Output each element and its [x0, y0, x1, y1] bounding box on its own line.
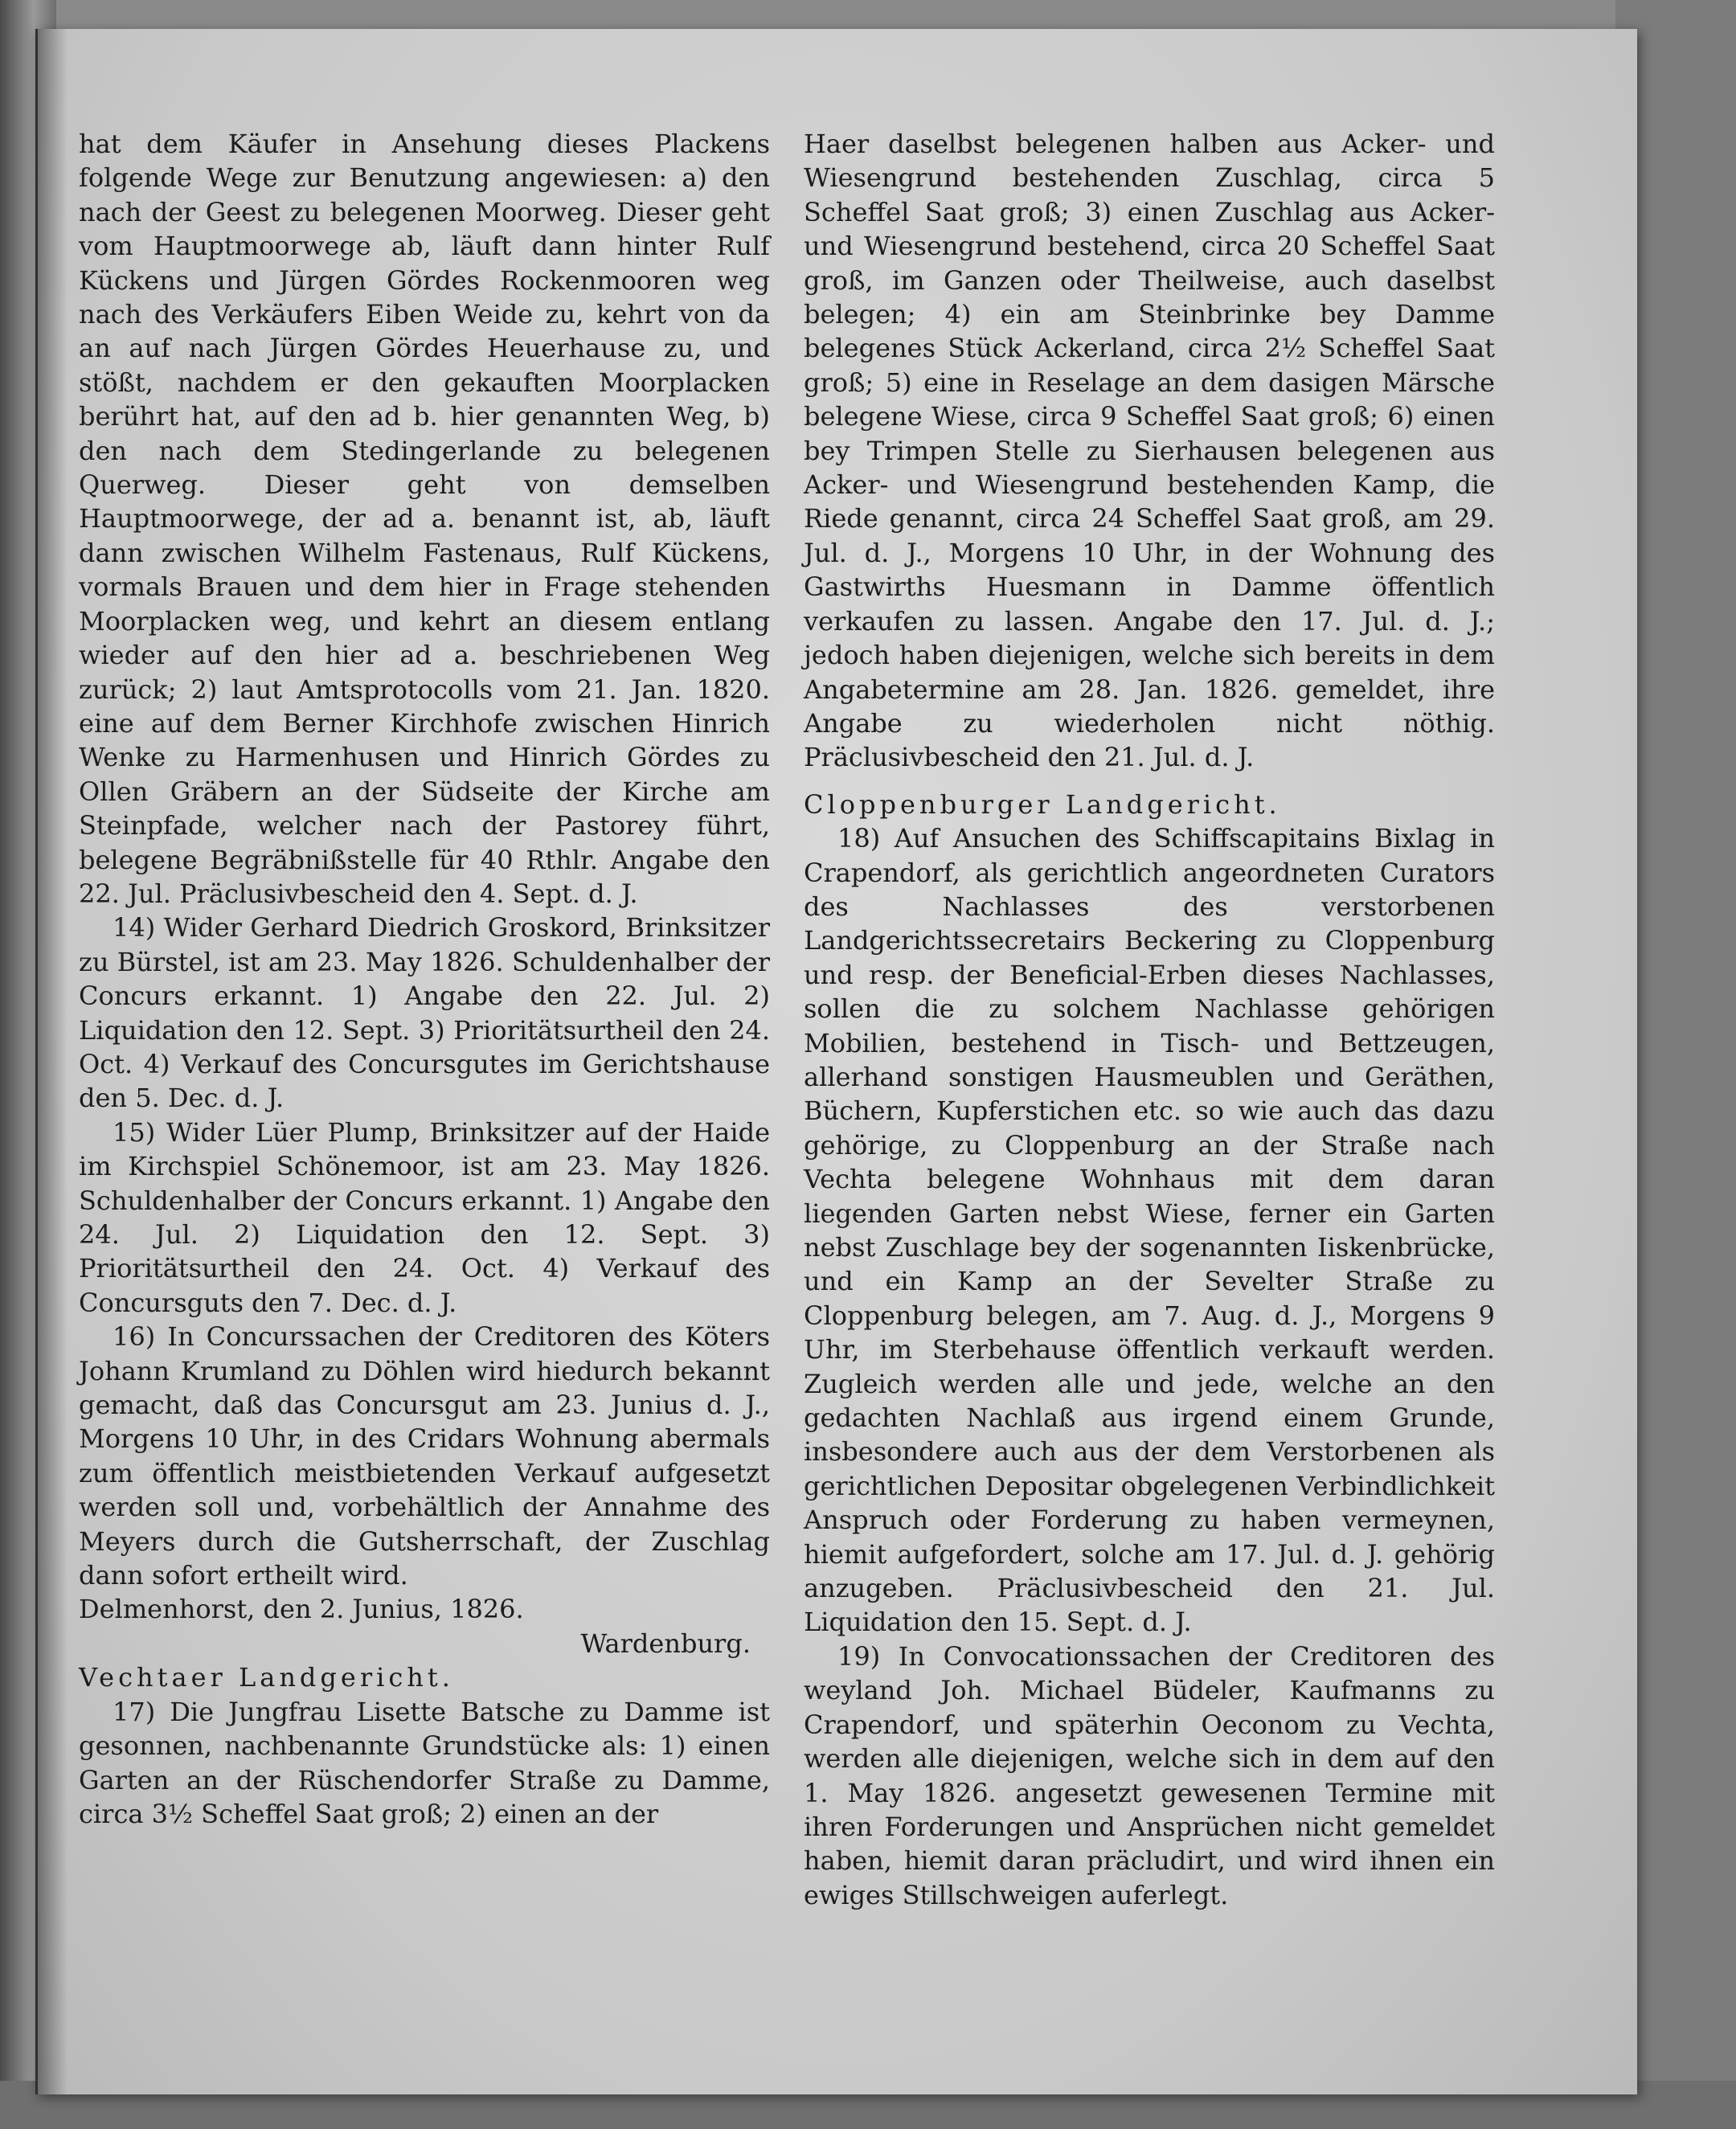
left-column	[79, 127, 770, 1831]
right-column	[804, 127, 1495, 1912]
paragraph-item-19: 19) In Convocationssachen der Creditoren des weyland Joh. Michael Büdeler, Kaufmanns zu Crapendorf, und späterhin Oeconom zu Vechta, werden alle diejenigen, welche sich in dem auf den 1. May 1826. angesetzt gewesenen Termine mit ihren Forderungen und Ansprüchen nicht gemeldet haben, hiemit daran präcludirt, und wird ihnen ein ewiges Stillschweigen auferlegt.	[804, 1640, 1495, 1910]
paragraph-continuation: hat dem Käufer in Ansehung dieses Plackens folgende Wege zur Benutzung angewiesen: a) den nach der Geest zu belegenen Moorweg. Dieser geht vom Hauptmoorwege ab, läuft dann hinter Rulf Kückens und Jürgen Gördes Rockenmooren weg nach des Verkäufers Eiben Weide zu, kehrt von da an auf nach Jürgen Gördes Heuerhause zu, und stößt, nachdem er den gekauften Moorplacken berührt hat, auf den ad b. hier genannten Weg, b) den nach dem Stedingerlande zu belegenen Querweg. Dieser geht von demselben Hauptmoorwege, der ad a. benannt ist, ab, läuft dann zwischen Wilhelm Fastenaus, Rulf Kückens, vormals Brauen und dem hier in Frage stehenden Moorplacken weg, und kehrt an diesem entlang wieder auf den hier ad a. beschriebenen Weg zurück; 2) laut Amtsprotocolls vom 21. Jan. 1820. eine auf dem Berner Kirchhofe zwischen Hinrich Wenke zu Harmenhusen und Hinrich Gördes zu Ollen Gräbern an der Südseite der Kirche am Steinpfade, welcher nach der Pastorey führt, belegene Begräbnißstelle für 40 Rthlr. Angabe den 22. Jul. Präclusivbescheid den 4. Sept. d. J.	[79, 129, 770, 909]
section-heading-cloppenburg: Cloppenburger Landgericht.	[804, 788, 1281, 820]
section-heading-vechta: Vechtaer Landgericht.	[79, 1662, 454, 1693]
paragraph-item-16: 16) In Concurssachen der Creditoren des Köters Johann Krumland zu Döhlen wird hiedurch bekannt gemacht, daß das Concursgut am 23. Junius d. J., Morgens 10 Uhr, in des Cridars Wohnung abermals zum öffentlich meistbietenden Verkauf aufgesetzt werden soll und, vorbehältlich der Annahme des Meyers durch die Gutsherrschaft, der Zuschlag dann sofort ertheilt wird.	[79, 1321, 770, 1591]
signature-place-date: Delmenhorst, den 2. Junius, 1826.	[79, 1594, 524, 1625]
signature-name: Wardenburg.	[580, 1627, 751, 1659]
gutter-shadow	[35, 29, 68, 2094]
paragraph-item-15: 15) Wider Lüer Plump, Brinksitzer auf der Haide im Kirchspiel Schönemoor, ist am 23. May 1826. Schuldenhalber der Concurs erkannt. 1) Angabe den 24. Jul. 2) Liquidation den 12. Sept. 3) Prioritätsurtheil den 24. Oct. 4) Verkauf des Concursguts den 7. Dec. d. J.	[79, 1116, 770, 1318]
paragraph-item-17-start: 17) Die Jungfrau Lisette Batsche zu Damme ist gesonnen, nachbenannte Grundstücke als: 1) einen Garten an der Rüschendorfer Straße zu Damme, circa 3½ Scheffel Saat groß; 2) einen an der	[79, 1696, 770, 1829]
paragraph-item-18: 18) Auf Ansuchen des Schiffscapitains Bixlag in Crapendorf, als gerichtlich angeordneten Curators des Nachlasses des verstorbenen Landgerichtssecretairs Beckering zu Cloppenburg und resp. der Beneficial-Erben dieses Nachlasses, sollen die zu solchem Nachlasse gehörigen Mobilien, bestehend in Tisch- und Bettzeugen, allerhand sonstigen Hausmeublen und Geräthen, Büchern, Kupferstichen etc. so wie auch das dazu gehörige, zu Cloppenburg an der Straße nach Vechta belegene Wohnhaus mit dem daran liegenden Garten nebst Wiese, ferner ein Garten nebst Zuschlage bey der sogenannten Iiskenbrücke, und ein Kamp an der Sevelter Straße zu Cloppenburg belegen, am 7. Aug. d. J., Morgens 9 Uhr, im Sterbehause öffentlich verkauft werden. Zugleich werden alle und jede, welche an den gedachten Nachlaß aus irgend einem Grunde, insbesondere auch aus der dem Verstorbenen als gerichtlichen Depositar obgelegenen Verbindlichkeit Anspruch oder Forderung zu haben vermeynen, hiemit aufgefordert, solche am 17. Jul. d. J. gehörig anzugeben. Präclusivbescheid den 21. Jul. Liquidation den 15. Sept. d. J.	[804, 823, 1495, 1638]
paragraph-item-14: 14) Wider Gerhard Diedrich Groskord, Brinksitzer zu Bürstel, ist am 23. May 1826. Schuldenhalber der Concurs erkannt. 1) Angabe den 22. Jul. 2) Liquidation den 12. Sept. 3) Prioritätsurtheil den 24. Oct. 4) Verkauf des Concursgutes im Gerichtshause den 5. Dec. d. J.	[79, 912, 770, 1114]
paragraph-item-17-continuation: Haer daselbst belegenen halben aus Acker- und Wiesengrund bestehenden Zuschlag, circa 5 Scheffel Saat groß; 3) einen Zuschlag aus Acker- und Wiesengrund bestehend, circa 20 Scheffel Saat groß, im Ganzen oder Theilweise, auch daselbst belegen; 4) ein am Steinbrinke bey Damme belegenes Stück Ackerland, circa 2½ Scheffel Saat groß; 5) eine in Reselage an dem dasigen Märsche belegene Wiese, circa 9 Scheffel Saat groß; 6) einen bey Trimpen Stelle zu Sierhausen belegenen aus Acker- und Wiesengrund bestehenden Kamp, die Riede genannt, circa 24 Scheffel Saat groß, am 29. Jul. d. J., Morgens 10 Uhr, in der Wohnung des Gastwirths Huesmann in Damme öffentlich verkaufen zu lassen. Angabe den 17. Jul. d. J.; jedoch haben diejenigen, welche sich bereits in dem Angabetermine am 28. Jan. 1826. gemeldet, ihre Angabe zu wiederholen nicht nöthig. Präclusivbescheid den 21. Jul. d. J.	[804, 129, 1495, 773]
